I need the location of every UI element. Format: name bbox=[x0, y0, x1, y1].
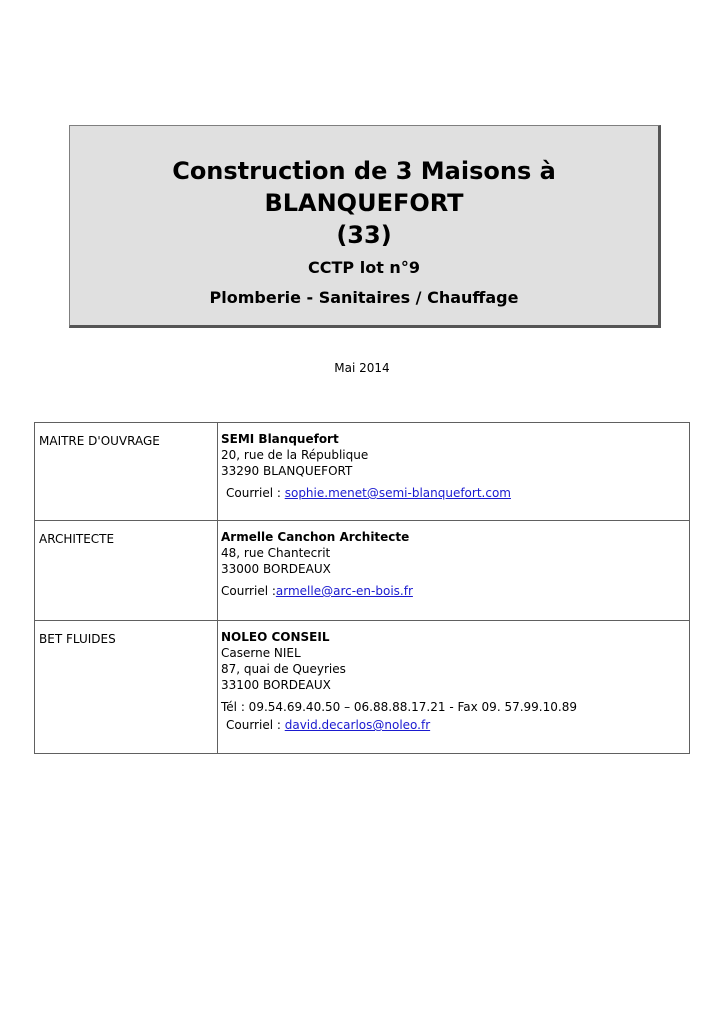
address-line: 33000 BORDEAUX bbox=[221, 562, 331, 576]
info-cell bbox=[218, 521, 690, 621]
mail-line bbox=[221, 485, 689, 501]
phone-line: Tél : 09.54.69.40.50 – 06.88.88.17.21 - Fax 09. 57.99.10.89 bbox=[221, 700, 577, 714]
address-line: 33290 BLANQUEFORT bbox=[221, 464, 353, 478]
table-row bbox=[35, 423, 690, 521]
email-link[interactable]: armelle@arc-en-bois.fr bbox=[275, 584, 413, 598]
document-date: Mai 2014 bbox=[334, 361, 390, 375]
address-line: 20, rue de la République bbox=[221, 448, 369, 462]
info-cell bbox=[218, 423, 690, 521]
title-box bbox=[69, 125, 661, 328]
info-cell bbox=[218, 621, 690, 754]
party-name: SEMI Blanquefort bbox=[221, 432, 339, 446]
mail-label: Courriel : bbox=[226, 718, 285, 732]
table-row bbox=[35, 521, 690, 621]
address-line: 48, rue Chantecrit bbox=[221, 546, 331, 560]
party-name: NOLEO CONSEIL bbox=[221, 630, 330, 644]
address-line: Caserne NIEL bbox=[221, 646, 301, 660]
title-line-2: (33) bbox=[336, 221, 392, 249]
role-cell: ARCHITECTE bbox=[35, 521, 218, 621]
table-row bbox=[35, 621, 690, 754]
document-title bbox=[70, 155, 658, 251]
role-cell: BET FLUIDES bbox=[35, 621, 218, 754]
lot-number: CCTP lot n°9 bbox=[308, 258, 420, 277]
address-line: 33100 BORDEAUX bbox=[221, 678, 331, 692]
address-line: 87, quai de Queyries bbox=[221, 662, 346, 676]
email-link[interactable]: david.decarlos@noleo.fr bbox=[284, 718, 431, 732]
title-line-1: Construction de 3 Maisons à BLANQUEFORT bbox=[172, 157, 556, 217]
email-link[interactable]: sophie.menet@semi-blanquefort.com bbox=[284, 486, 511, 500]
mail-label: Courriel : bbox=[221, 584, 276, 598]
role-cell: MAITRE D'OUVRAGE bbox=[35, 423, 218, 521]
parties-table bbox=[34, 422, 690, 754]
party-name: Armelle Canchon Architecte bbox=[221, 530, 410, 544]
mail-line bbox=[221, 583, 689, 599]
mail-line bbox=[221, 717, 689, 733]
lot-subject: Plomberie - Sanitaires / Chauffage bbox=[209, 288, 519, 307]
mail-label: Courriel : bbox=[226, 486, 285, 500]
